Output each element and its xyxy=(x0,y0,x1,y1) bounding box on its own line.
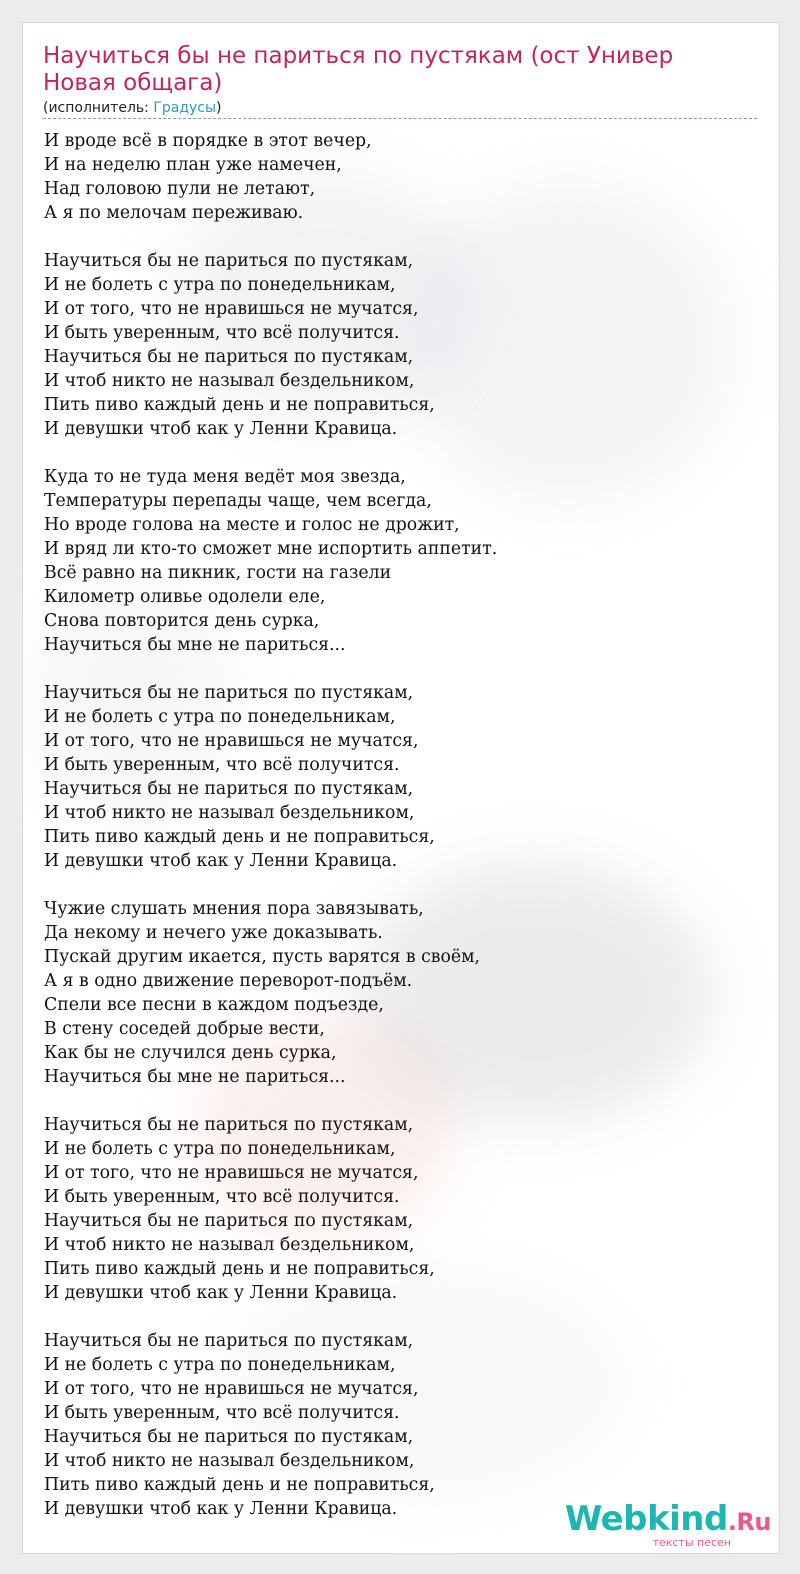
lyrics-line: Научиться бы не париться по пустякам, xyxy=(44,251,414,271)
lyrics-line: Всё равно на пикник, гости на газели xyxy=(44,563,392,583)
lyrics-line: Снова повторится день сурка, xyxy=(44,611,320,631)
lyrics-line: Пить пиво каждый день и не поправиться, xyxy=(44,827,435,847)
lyrics-line: Но вроде голова на месте и голос не дрожит, xyxy=(44,515,460,535)
lyrics-line: Спели все песни в каждом подъезде, xyxy=(44,995,384,1015)
lyrics-card xyxy=(22,22,780,1554)
lyrics-stanza xyxy=(44,249,764,441)
lyrics-line: И быть уверенным, что всё получится. xyxy=(44,1187,400,1207)
artist-line xyxy=(43,99,757,119)
lyrics-line: И от того, что не нравишься не мучатся, xyxy=(44,1379,419,1399)
lyrics-line: Научиться бы мне не париться... xyxy=(44,635,346,655)
lyrics-line: Научиться бы не париться по пустякам, xyxy=(44,683,414,703)
lyrics-line: Километр оливье одолели еле, xyxy=(44,587,326,607)
song-title: Научиться бы не париться по пустякам (ост Универ Новая общага) xyxy=(43,43,674,96)
lyrics-line: Температуры перепады чаще, чем всегда, xyxy=(44,491,432,511)
lyrics-line: Научиться бы не париться по пустякам, xyxy=(44,347,414,367)
lyrics-line: И быть уверенным, что всё получится. xyxy=(44,755,400,775)
lyrics-line: В стену соседей добрые вести, xyxy=(44,1019,325,1039)
site-logo[interactable] xyxy=(565,1501,771,1549)
lyrics-line: И чтоб никто не называл бездельником, xyxy=(44,1451,415,1471)
lyrics-line: Пускай другим икается, пусть варятся в своём, xyxy=(44,947,481,967)
lyrics-line: И на неделю план уже намечен, xyxy=(44,155,342,175)
lyrics-line: Да некому и нечего уже доказывать. xyxy=(44,923,383,943)
lyrics-line: Научиться бы не париться по пустякам, xyxy=(44,1211,414,1231)
lyrics-stanza xyxy=(44,1113,764,1305)
lyrics-line: А я в одно движение переворот-подъём. xyxy=(44,971,413,991)
lyrics-line: И от того, что не нравишься не мучатся, xyxy=(44,1163,419,1183)
lyrics-line: И быть уверенным, что всё получится. xyxy=(44,1403,400,1423)
lyrics-line: И не болеть с утра по понедельникам, xyxy=(44,707,396,727)
lyrics-line: И чтоб никто не называл бездельником, xyxy=(44,371,415,391)
lyrics-line: А я по мелочам переживаю. xyxy=(44,203,304,223)
lyrics-line: Куда то не туда меня ведёт моя звезда, xyxy=(44,467,406,487)
logo-brand: Webkind xyxy=(564,1499,728,1539)
lyrics-line: Чужие слушать мнения пора завязывать, xyxy=(44,899,424,919)
lyrics-line: И быть уверенным, что всё получится. xyxy=(44,323,400,343)
lyrics-line: Пить пиво каждый день и не поправиться, xyxy=(44,1259,435,1279)
lyrics-line: И не болеть с утра по понедельникам, xyxy=(44,1139,396,1159)
lyrics-stanza xyxy=(44,1329,764,1521)
lyrics-line: Пить пиво каждый день и не поправиться, xyxy=(44,1475,435,1495)
lyrics-line: И от того, что не нравишься не мучатся, xyxy=(44,299,419,319)
lyrics-line: Научиться бы не париться по пустякам, xyxy=(44,1331,414,1351)
logo-tld: .Ru xyxy=(727,1508,771,1536)
lyrics-line: И девушки чтоб как у Ленни Кравица. xyxy=(44,851,398,871)
lyrics-line: И от того, что не нравишься не мучатся, xyxy=(44,731,419,751)
lyrics-line: И девушки чтоб как у Ленни Кравица. xyxy=(44,419,398,439)
lyrics-stanza xyxy=(44,465,764,657)
lyrics-line: И девушки чтоб как у Ленни Кравица. xyxy=(44,1499,398,1519)
lyrics-line: Научиться бы не париться по пустякам, xyxy=(44,779,414,799)
lyrics-line: И не болеть с утра по понедельникам, xyxy=(44,1355,396,1375)
lyrics-stanza xyxy=(44,681,764,873)
lyrics-line: Как бы не случился день сурка, xyxy=(44,1043,337,1063)
lyrics-line: И не болеть с утра по понедельникам, xyxy=(44,275,396,295)
lyrics-line: Научиться бы не париться по пустякам, xyxy=(44,1427,414,1447)
lyrics-line: Научиться бы мне не париться... xyxy=(44,1067,346,1087)
artist-link[interactable]: Градусы xyxy=(153,100,217,116)
artist-suffix: ) xyxy=(216,100,222,116)
lyrics-text xyxy=(44,129,764,1545)
lyrics-stanza xyxy=(44,129,764,225)
lyrics-line: И чтоб никто не называл бездельником, xyxy=(44,1235,415,1255)
lyrics-line: И девушки чтоб как у Ленни Кравица. xyxy=(44,1283,398,1303)
artist-prefix: (исполнитель: xyxy=(43,100,154,116)
lyrics-line: Научиться бы не париться по пустякам, xyxy=(44,1115,414,1135)
logo-tagline: тексты песен xyxy=(652,1536,731,1549)
lyrics-line: И вроде всё в порядке в этот вечер, xyxy=(44,131,372,151)
lyrics-line: Пить пиво каждый день и не поправиться, xyxy=(44,395,435,415)
lyrics-line: Над головою пули не летают, xyxy=(44,179,316,199)
lyrics-stanza xyxy=(44,897,764,1089)
lyrics-line: И чтоб никто не называл бездельником, xyxy=(44,803,415,823)
lyrics-line: И вряд ли кто-то сможет мне испортить аппетит. xyxy=(44,539,498,559)
